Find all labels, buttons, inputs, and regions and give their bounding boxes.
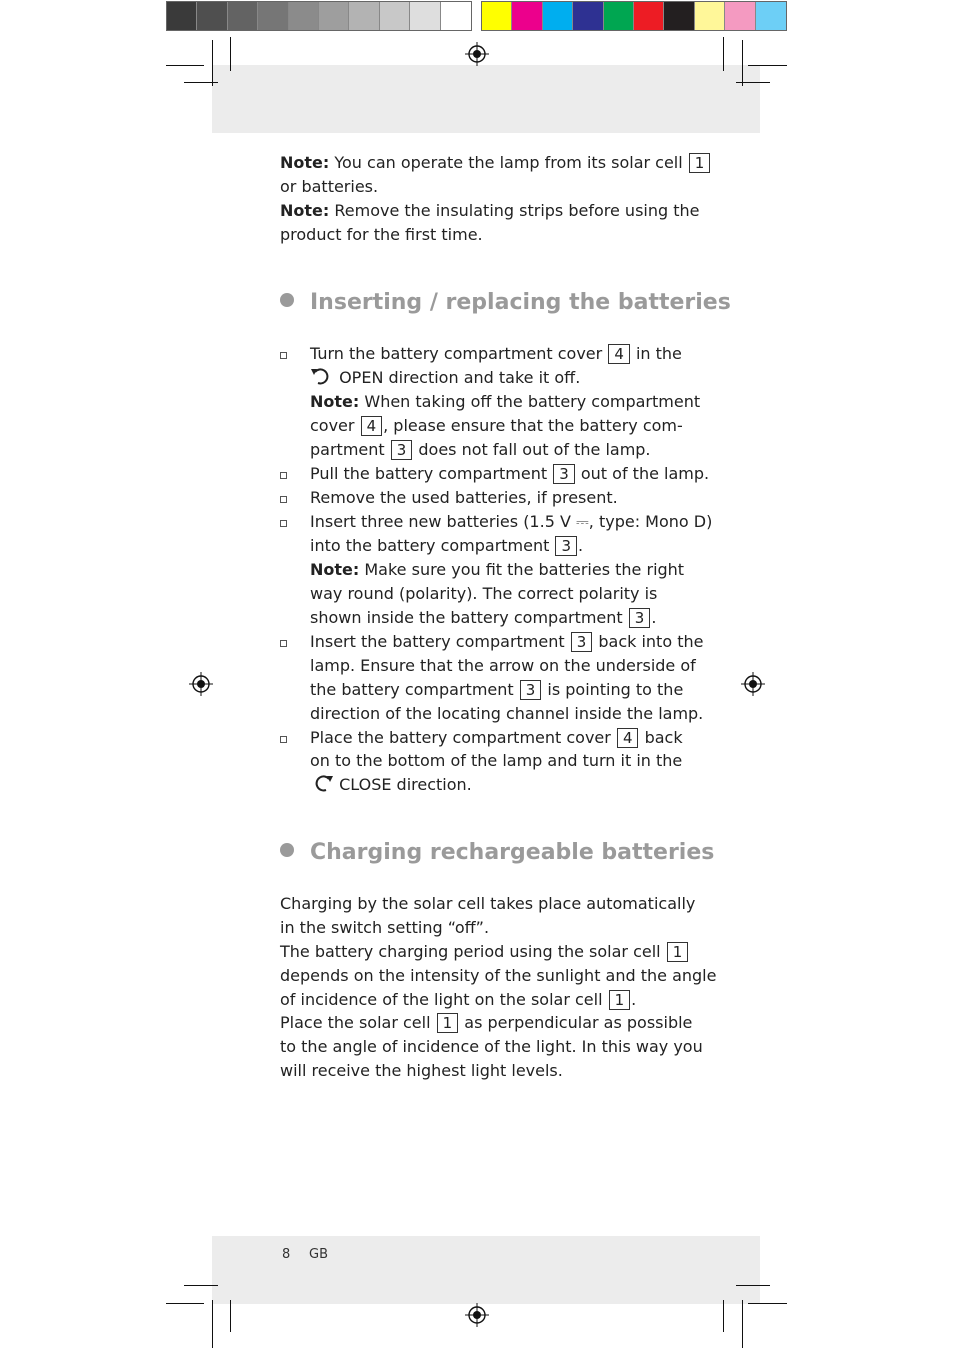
list-item: Turn the battery compartment cover 4 in the bbox=[310, 344, 682, 363]
crop-mark bbox=[184, 1285, 218, 1286]
gray-swatch bbox=[349, 2, 379, 30]
list-bullet bbox=[280, 736, 287, 743]
gray-swatch bbox=[380, 2, 410, 30]
part-ref: 3 bbox=[629, 608, 651, 628]
note-label: Note: bbox=[280, 201, 330, 220]
part-ref: 4 bbox=[617, 728, 639, 748]
part-ref: 1 bbox=[437, 1013, 459, 1033]
list-bullet bbox=[280, 496, 287, 503]
list-item: OPEN direction and take it off. bbox=[310, 366, 580, 390]
list-item: Insert three new batteries (1.5 V ⎓, type: Mono D) bbox=[310, 512, 713, 531]
list-item: shown inside the battery compartment 3 . bbox=[310, 608, 657, 627]
list-item: Note: When taking off the battery compartment bbox=[310, 392, 701, 411]
color-swatch bbox=[573, 2, 603, 30]
list-item: direction of the locating channel inside the lamp. bbox=[310, 704, 704, 723]
list-item: on to the bottom of the lamp and turn it in the bbox=[310, 751, 683, 770]
heading-bullet bbox=[280, 293, 294, 307]
color-swatch bbox=[634, 2, 664, 30]
intro-line: or batteries. bbox=[280, 177, 379, 196]
color-calibration-bar bbox=[481, 1, 787, 31]
list-bullet bbox=[280, 352, 287, 359]
gray-swatch bbox=[289, 2, 319, 30]
intro-line: Note: Remove the insulating strips before using the bbox=[280, 201, 700, 220]
language-code: GB bbox=[309, 1247, 328, 1262]
list-item: way round (polarity). The correct polarity is bbox=[310, 584, 658, 603]
paragraph-line: Place the solar cell 1 as perpendicular as possible bbox=[280, 1013, 693, 1032]
gray-calibration-bar bbox=[166, 1, 472, 31]
crop-mark bbox=[212, 1300, 213, 1348]
registration-mark-icon bbox=[465, 42, 489, 66]
crop-mark bbox=[723, 37, 724, 71]
page-number: 8 bbox=[282, 1247, 291, 1262]
registration-mark-icon bbox=[465, 1303, 489, 1327]
list-item: the battery compartment 3 is pointing to the bbox=[310, 680, 684, 699]
intro-line: product for the first time. bbox=[280, 225, 483, 244]
list-item: lamp. Ensure that the arrow on the underside of bbox=[310, 656, 696, 675]
crop-mark bbox=[748, 1303, 787, 1304]
gray-swatch bbox=[258, 2, 288, 30]
list-item: cover 4 , please ensure that the battery com- bbox=[310, 416, 683, 435]
part-ref: 3 bbox=[555, 536, 577, 556]
paragraph-line: to the angle of incidence of the light. In this way you bbox=[280, 1037, 703, 1056]
list-bullet bbox=[280, 640, 287, 647]
crop-mark bbox=[723, 1300, 724, 1332]
list-bullet bbox=[280, 520, 287, 527]
crop-mark bbox=[230, 37, 231, 71]
paragraph-line: Charging by the solar cell takes place automatically bbox=[280, 894, 696, 913]
color-swatch bbox=[604, 2, 634, 30]
dc-symbol: ⎓ bbox=[576, 512, 589, 531]
part-ref: 4 bbox=[361, 416, 383, 436]
crop-mark bbox=[748, 65, 787, 66]
open-rotate-icon bbox=[310, 366, 334, 386]
color-swatch bbox=[725, 2, 755, 30]
gray-swatch bbox=[319, 2, 349, 30]
intro-line: Note: You can operate the lamp from its solar cell 1 bbox=[280, 151, 711, 175]
section-heading: Charging rechargeable batteries bbox=[280, 840, 714, 865]
color-swatch bbox=[512, 2, 542, 30]
list-item: partment 3 does not fall out of the lamp. bbox=[310, 440, 651, 459]
crop-mark bbox=[742, 1300, 743, 1348]
part-ref: 3 bbox=[571, 632, 593, 652]
note-label: Note: bbox=[310, 560, 360, 579]
section-heading: Inserting / replacing the batteries bbox=[280, 290, 731, 315]
part-ref: 1 bbox=[689, 153, 711, 173]
gray-swatch bbox=[410, 2, 440, 30]
list-item: into the battery compartment 3 . bbox=[310, 536, 584, 555]
color-swatch bbox=[695, 2, 725, 30]
gray-swatch bbox=[197, 2, 227, 30]
part-ref: 3 bbox=[520, 680, 542, 700]
crop-mark bbox=[212, 40, 213, 86]
note-label: Note: bbox=[310, 392, 360, 411]
registration-mark-icon bbox=[189, 672, 213, 696]
gray-swatch bbox=[441, 2, 471, 30]
list-item: Remove the used batteries, if present. bbox=[310, 488, 618, 507]
color-swatch bbox=[482, 2, 512, 30]
crop-mark bbox=[166, 1303, 204, 1304]
paragraph-line: depends on the intensity of the sunlight and the angle bbox=[280, 966, 717, 985]
crop-mark bbox=[736, 1285, 770, 1286]
gray-swatch bbox=[228, 2, 258, 30]
footer-band bbox=[212, 1236, 760, 1304]
list-item: Insert the battery compartment 3 back into the bbox=[310, 632, 704, 651]
part-ref: 4 bbox=[608, 344, 630, 364]
list-item: Place the battery compartment cover 4 back bbox=[310, 728, 683, 747]
gray-swatch bbox=[167, 2, 197, 30]
part-ref: 1 bbox=[609, 990, 631, 1010]
part-ref: 3 bbox=[553, 464, 575, 484]
registration-mark-icon bbox=[741, 672, 765, 696]
part-ref: 1 bbox=[667, 942, 689, 962]
crop-mark bbox=[166, 65, 204, 66]
paragraph-line: in the switch setting “off”. bbox=[280, 918, 490, 937]
header-band bbox=[212, 65, 760, 133]
color-swatch bbox=[664, 2, 694, 30]
close-rotate-icon bbox=[310, 773, 334, 793]
list-bullet bbox=[280, 472, 287, 479]
paragraph-line: will receive the highest light levels. bbox=[280, 1061, 563, 1080]
color-swatch bbox=[543, 2, 573, 30]
list-item: Note: Make sure you fit the batteries the right bbox=[310, 560, 685, 579]
paragraph-line: The battery charging period using the solar cell 1 bbox=[280, 940, 689, 964]
part-ref: 3 bbox=[391, 440, 413, 460]
crop-mark bbox=[742, 40, 743, 86]
color-swatch bbox=[756, 2, 786, 30]
paragraph-line: of incidence of the light on the solar cell 1 . bbox=[280, 990, 637, 1009]
heading-bullet bbox=[280, 843, 294, 857]
note-label: Note: bbox=[280, 153, 330, 172]
list-item: Pull the battery compartment 3 out of the lamp. bbox=[310, 464, 710, 483]
list-item: CLOSE direction. bbox=[310, 773, 472, 797]
crop-mark bbox=[230, 1300, 231, 1332]
